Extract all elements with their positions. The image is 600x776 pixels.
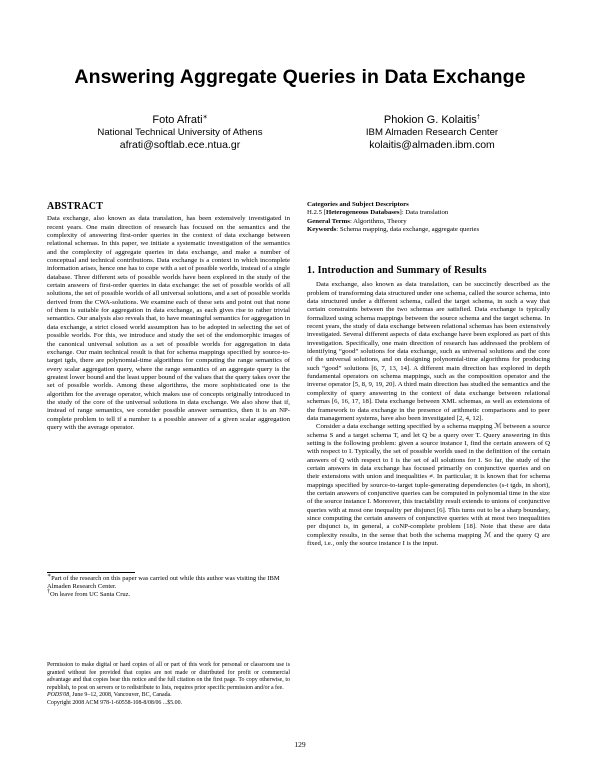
- permission-text: Permission to make digital or hard copies of all or part of this work for personal or classroom use is granted without fee provided that copies are not made or distributed for profit or commercial advantage and that copies bear this notice and the full citation on the first page. To copy otherwise, to republish, to post on servers or to redistribute to lists, requires prior specific permission and/or a fee.: [47, 662, 290, 691]
- categories-section: [307, 201, 550, 234]
- introduction-section: [307, 267, 550, 548]
- footnote-2: †On leave from UC Santa Cruz.: [47, 588, 131, 598]
- abstract-heading: ABSTRACT: [47, 201, 104, 212]
- categories-heading: Categories and Subject Descriptors: [307, 201, 409, 208]
- intro-paragraph-2: Consider a data exchange setting specified by a schema mapping ℳ between a source schema S and a target schema T, and let Q be a query over T. Query answering in this setting is the following problem: given a source instance I, find the certain answers of Q with respect to I. Typically, the set of possible worlds used in the definition of the certain answers of Q with respect to I is the set of all solutions for I. So far, the study of the certain answers in data exchange has focused primarily on conjunctive queries and on their extensions with union and inequalities ≠. In particular, it is known that for schema mappings specified by source-to-target tuple-generating dependencies (s-t tgds, in short), the certain answers of conjunctive queries can be computed in polynomial time in the size of the source instance I. Moreover, this tractability result extends to unions of conjunctive queries with at most one inequality per disjunct [6]. This turns out to be a sharp boundary, since computing the certain answers of conjunctive queries with at most two inequalities per disjunct is, in general, a coNP-complete problem [18]. Note that these are data complexity results, in the sense that both the schema mapping ℳ and the query Q are fixed, i.e., only the source instance I is the input.: [307, 423, 550, 547]
- footnote-rule: [47, 572, 135, 573]
- intro-paragraph-1: Data exchange, also known as data translation, can be succinctly described as the problem of transforming data structured under one schema, called the source schema, into data structured under a different schema, called the target schema, in such a way that certain constraints between the two schemas are satisfied. Data exchange is typically formalized using schema mappings between the source schema and the target schema. In recent years, the study of data exchange between relational schemas has been extensively investigated. Several different aspects of data exchange have been explored as part of this investigation. Specifically, one main direction of research has addressed the problem of identifying “good” solutions for data exchange, such as universal solutions and the core of the universal solutions, and on designing polynomial-time algorithms for producing such “good” solutions [6, 7, 13, 14]. A different main direction has explored in depth fundamental operators on schema mappings, such as the composition operator and the inverse operator [5, 8, 9, 19, 20]. A third main direction has studied the semantics and the complexity of query answering in the context of data exchange between relational schemas [6, 16, 17, 18]. Data exchange between XML schemas, as well as extensions of the framework to data exchange in the presence of arithmetic comparisons and to peer data management systems, have also been investigated [2, 4, 12].: [307, 281, 550, 422]
- author-footnote-mark: ∗: [202, 114, 208, 121]
- keywords-line: Keywords: Schema mapping, data exchange, aggregate queries: [307, 226, 480, 234]
- author-name: Foto Afrati: [152, 114, 203, 126]
- footnote-1: ∗Part of the research on this paper was carried out while this author was visiting the IBM Almaden Research Center.: [47, 572, 280, 590]
- author-affiliation: IBM Almaden Research Center: [365, 127, 499, 138]
- abstract-text: Data exchange, also known as data translation, has been extensively investigated in recent years. One main direction of research has focused on the semantics and the complexity of answering first-order queries in the context of data exchange between relational schemas. In this paper, we initiate a systematic investigation of the semantics and the complexity of aggregate queries in data exchange, and make a number of conceptual and technical contributions. Data exchange is a context in which incomplete information arises, hence one has to cope with a set of possible worlds, instead of a single database. Three different sets of possible worlds have been explored in the study of the certain answers of first-order queries in data exchange: the set of possible worlds of all solutions, the set of possible worlds of all universal solutions, and a set of possible worlds derived from the CWA-solutions. We examine each of these sets and point out that none of them is suitable for aggregation in data exchange, as each gives rise to rather trivial semantics. Our analysis also reveals that, to have meaningful semantics for aggregation in data exchange, a strict closed world assumption has to be adopted in selecting the set of possible worlds. For this, we introduce and study the set of the endomorphic images of the canonical universal solution as a set of possible worlds for aggregation in data exchange. Our main technical result is that for schema mappings specified by source-to-target tgds, there are polynomial-time algorithms for computing the range semantics of every scalar aggregation query, where the range semantics of an aggregate query is the greatest lower bound and the least upper bound of the values that the query takes over the set of possible worlds. Among these algorithms, the more sophisticated one is the algorithm for the average operator, which makes use of concepts originally introduced in the study of the core of the universal solutions in data exchange. We also show that if, instead of range semantics, we consider possible answer semantics, then it is an NP-complete problem to tell if a number is a possible answer of a given scalar aggregation query with the average operator.: [47, 215, 290, 431]
- abstract-section: [47, 203, 290, 432]
- venue-line: PODS'08, June 9–12, 2008, Vancouver, BC, Canada.: [47, 692, 172, 699]
- page-number: 129: [294, 740, 306, 749]
- author-name: Phokion G. Kolaitis: [383, 114, 477, 126]
- copyright-line: Copyright 2008 ACM 978-1-60558-108-8/08/06 ...$5.00.: [47, 699, 182, 706]
- author-footnote-mark: †: [476, 114, 481, 121]
- author-block-2: [312, 113, 552, 151]
- footnotes: [47, 572, 290, 599]
- permission-notice: [47, 662, 290, 708]
- author-affiliation: National Technical University of Athens: [97, 127, 263, 138]
- general-terms-line: General Terms: Algorithms, Theory: [307, 217, 407, 225]
- author-block-1: [60, 113, 300, 151]
- introduction-heading: 1. Introduction and Summary of Results: [307, 265, 487, 276]
- categories-line: H.2.5 [Heterogeneous Databases]: Data translation: [307, 209, 449, 217]
- paper-title: Answering Aggregate Queries in Data Exchange: [74, 66, 526, 88]
- author-email: kolaitis@almaden.ibm.com: [369, 139, 495, 151]
- author-email: afrati@softlab.ece.ntua.gr: [119, 139, 241, 151]
